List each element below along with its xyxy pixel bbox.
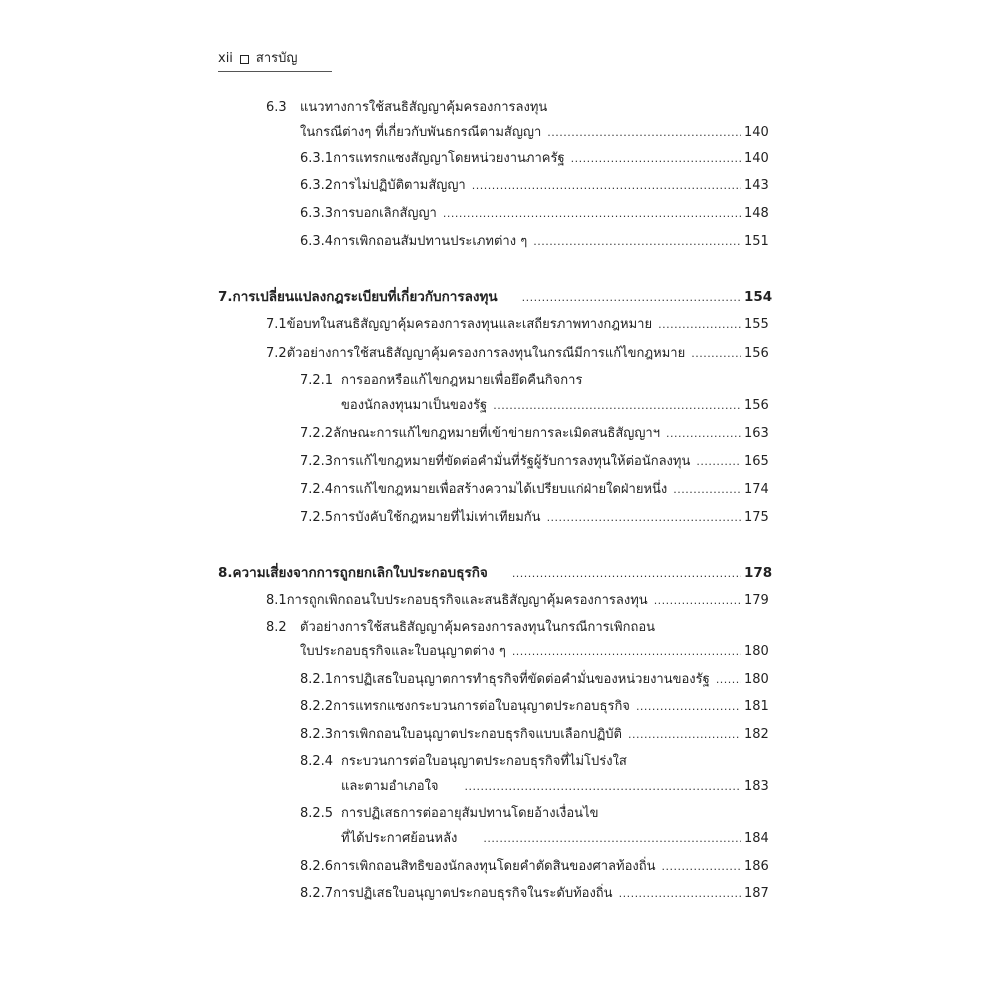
- entry-title: การไม่ปฏิบัติตามสัญญา: [333, 178, 466, 193]
- entry-title: ในกรณีต่างๆ ที่เกี่ยวกับพันธกรณีตามสัญญา: [300, 125, 542, 140]
- toc-entry-8-2-5[interactable]: [341, 830, 769, 848]
- entry-title: การแทรกแซงสัญญาโดยหน่วยงานภาครัฐ: [333, 151, 565, 166]
- entry-page: 186: [744, 859, 769, 874]
- entry-number: 8.1: [266, 593, 287, 608]
- chapter-number: 8.: [218, 565, 233, 581]
- entry-number: 6.3.1: [300, 151, 334, 166]
- entry-title: การแก้ไขกฎหมายที่ขัดต่อคำมั่นที่รัฐผู้รับการลงทุนให้ต่อนักลงทุน: [333, 454, 691, 469]
- entry-page: 155: [744, 317, 769, 332]
- dot-leader: [483, 830, 741, 848]
- entry-page: 183: [744, 779, 769, 794]
- entry-number: 8.2: [266, 620, 287, 635]
- page-number-roman: xii: [218, 51, 233, 66]
- toc-entry-7-2-1[interactable]: [341, 397, 769, 415]
- entry-number: 7.2.2: [300, 426, 334, 441]
- dot-leader: [493, 397, 741, 415]
- toc-chapter-7[interactable]: [218, 288, 773, 307]
- toc-entry-8-2-4-line1: [300, 753, 627, 771]
- dot-leader: [636, 698, 741, 716]
- entry-page: 140: [744, 125, 769, 140]
- entry-title: การปฏิเสธใบอนุญาตการทำธุรกิจที่ขัดต่อคำมั่นของหน่วยงานของรัฐ: [333, 672, 710, 687]
- dot-leader: [547, 509, 741, 527]
- entry-number: 8.2.7: [300, 886, 334, 901]
- dot-leader: [465, 778, 741, 796]
- entry-page: 148: [744, 206, 769, 221]
- toc-entry-8-2-line1: [266, 619, 655, 637]
- toc-entry-8-2-1[interactable]: [300, 671, 769, 689]
- entry-page: 165: [744, 454, 769, 469]
- entry-title: การเพิกถอนใบอนุญาตประกอบธุรกิจแบบเลือกปฏิบัติ: [333, 727, 622, 742]
- entry-title: ที่ได้ประกาศย้อนหลัง: [341, 831, 458, 846]
- entry-page: 143: [744, 178, 769, 193]
- entry-page: 180: [744, 644, 769, 659]
- entry-number: 8.2.3: [300, 727, 334, 742]
- header-rule: [218, 71, 332, 72]
- toc-entry-8-2[interactable]: [300, 643, 769, 661]
- square-box-icon: [240, 55, 249, 64]
- chapter-page: 154: [744, 289, 773, 305]
- entry-title: แนวทางการใช้สนธิสัญญาคุ้มครองการลงทุน: [300, 100, 548, 115]
- chapter-title: ความเสี่ยงจากการถูกยกเลิกใบประกอบธุรกิจ: [232, 565, 488, 581]
- entry-number: 7.2.1: [300, 373, 334, 388]
- entry-title: การแทรกแซงกระบวนการต่อใบอนุญาตประกอบธุรกิจ: [333, 699, 630, 714]
- toc-entry-7-2-1-line1: [300, 372, 582, 390]
- dot-leader: [547, 124, 741, 142]
- entry-title: การบังคับใช้กฎหมายที่ไม่เท่าเทียมกัน: [333, 510, 541, 525]
- entry-title: ของนักลงทุนมาเป็นของรัฐ: [341, 398, 488, 413]
- toc-entry-7-2-4[interactable]: [300, 481, 769, 499]
- entry-page: 180: [744, 672, 769, 687]
- entry-number: 6.3.4: [300, 234, 334, 249]
- entry-title: การถูกเพิกถอนใบประกอบธุรกิจและสนธิสัญญาคุ้มครองการลงทุน: [286, 593, 648, 608]
- toc-entry-8-2-7[interactable]: [300, 885, 769, 903]
- toc-entry-6-3-2[interactable]: [300, 177, 769, 195]
- chapter-page: 178: [744, 565, 773, 581]
- entry-title: ใบประกอบธุรกิจและใบอนุญาตต่าง ๆ: [300, 644, 506, 659]
- entry-number: 8.2.1: [300, 672, 334, 687]
- entry-number: 7.2: [266, 346, 287, 361]
- dot-leader: [443, 205, 741, 223]
- toc-entry-8-2-4[interactable]: [341, 778, 769, 796]
- dot-leader: [522, 289, 741, 307]
- toc-entry-6-3-3[interactable]: [300, 205, 769, 223]
- toc-entry-7-1[interactable]: [266, 316, 769, 334]
- entry-page: 174: [744, 482, 769, 497]
- entry-page: 163: [744, 426, 769, 441]
- dot-leader: [619, 885, 741, 903]
- chapter-number: 7.: [218, 289, 233, 305]
- dot-leader: [571, 150, 741, 168]
- dot-leader: [666, 425, 741, 443]
- dot-leader: [691, 345, 741, 363]
- dot-leader: [628, 726, 741, 744]
- entry-title: การออกหรือแก้ไขกฎหมายเพื่อยึดคืนกิจการ: [341, 373, 583, 388]
- entry-title: และตามอำเภอใจ: [341, 779, 439, 794]
- entry-page: 156: [744, 346, 769, 361]
- section-title: สารบัญ: [255, 51, 298, 66]
- dot-leader: [661, 858, 741, 876]
- toc-entry-6-3-line1: [266, 99, 547, 117]
- entry-title: การบอกเลิกสัญญา: [333, 206, 437, 221]
- toc-entry-7-2-5[interactable]: [300, 509, 769, 527]
- toc-chapter-8[interactable]: [218, 564, 773, 583]
- entry-number: 6.3.2: [300, 178, 334, 193]
- entry-title: กระบวนการต่อใบอนุญาตประกอบธุรกิจที่ไม่โปร่งใส: [341, 754, 627, 769]
- chapter-title: การเปลี่ยนแปลงกฎระเบียบที่เกี่ยวกับการลงทุน: [232, 289, 498, 305]
- toc-entry-8-2-6[interactable]: [300, 858, 769, 876]
- dot-leader: [512, 565, 741, 583]
- dot-leader: [512, 643, 741, 661]
- entry-number: 8.2.2: [300, 699, 334, 714]
- entry-number: 6.3.3: [300, 206, 334, 221]
- dot-leader: [716, 671, 741, 689]
- toc-entry-7-2-3[interactable]: [300, 453, 769, 471]
- toc-entry-6-3-1[interactable]: [300, 150, 769, 168]
- entry-page: 187: [744, 886, 769, 901]
- dot-leader: [533, 233, 741, 251]
- entry-title: ตัวอย่างการใช้สนธิสัญญาคุ้มครองการลงทุนในกรณีมีการแก้ไขกฎหมาย: [286, 346, 686, 361]
- dot-leader: [472, 177, 741, 195]
- dot-leader: [696, 453, 741, 471]
- entry-page: 156: [744, 398, 769, 413]
- running-header: [218, 50, 297, 68]
- entry-page: 175: [744, 510, 769, 525]
- entry-title: ข้อบทในสนธิสัญญาคุ้มครองการลงทุนและเสถียรภาพทางกฎหมาย: [286, 317, 653, 332]
- toc-entry-8-2-3[interactable]: [300, 726, 769, 744]
- entry-page: 181: [744, 699, 769, 714]
- toc-entry-8-1[interactable]: [266, 592, 769, 610]
- entry-title: การปฏิเสธใบอนุญาตประกอบธุรกิจในระดับท้องถิ่น: [333, 886, 613, 901]
- entry-page: 140: [744, 151, 769, 166]
- entry-number: 7.2.5: [300, 510, 334, 525]
- dot-leader: [673, 481, 741, 499]
- toc-entry-7-2[interactable]: [266, 345, 769, 363]
- toc-entry-6-3[interactable]: [300, 124, 769, 142]
- toc-entry-6-3-4[interactable]: [300, 233, 769, 251]
- toc-entry-8-2-5-line1: [300, 805, 599, 823]
- entry-number: 7.2.3: [300, 454, 334, 469]
- entry-number: 6.3: [266, 100, 287, 115]
- toc-entry-7-2-2[interactable]: [300, 425, 769, 443]
- entry-title: การเพิกถอนสัมปทานประเภทต่าง ๆ: [333, 234, 528, 249]
- dot-leader: [654, 592, 741, 610]
- entry-number: 7.1: [266, 317, 287, 332]
- entry-number: 8.2.4: [300, 754, 334, 769]
- entry-title: การเพิกถอนสิทธิของนักลงทุนโดยคำตัดสินของศาลท้องถิ่น: [333, 859, 656, 874]
- entry-title: การแก้ไขกฎหมายเพื่อสร้างความได้เปรียบแก่ฝ่ายใดฝ่ายหนึ่ง: [333, 482, 668, 497]
- entry-title: การปฏิเสธการต่ออายุสัมปทานโดยอ้างเงื่อนไข: [341, 806, 599, 821]
- entry-page: 182: [744, 727, 769, 742]
- entry-page: 151: [744, 234, 769, 249]
- entry-title: ลักษณะการแก้ไขกฎหมายที่เข้าข่ายการละเมิดสนธิสัญญาฯ: [333, 426, 661, 441]
- entry-number: 8.2.6: [300, 859, 334, 874]
- entry-number: 7.2.4: [300, 482, 334, 497]
- entry-title: ตัวอย่างการใช้สนธิสัญญาคุ้มครองการลงทุนในกรณีการเพิกถอน: [300, 620, 656, 635]
- toc-entry-8-2-2[interactable]: [300, 698, 769, 716]
- entry-number: 8.2.5: [300, 806, 334, 821]
- dot-leader: [658, 316, 741, 334]
- entry-page: 184: [744, 831, 769, 846]
- entry-page: 179: [744, 593, 769, 608]
